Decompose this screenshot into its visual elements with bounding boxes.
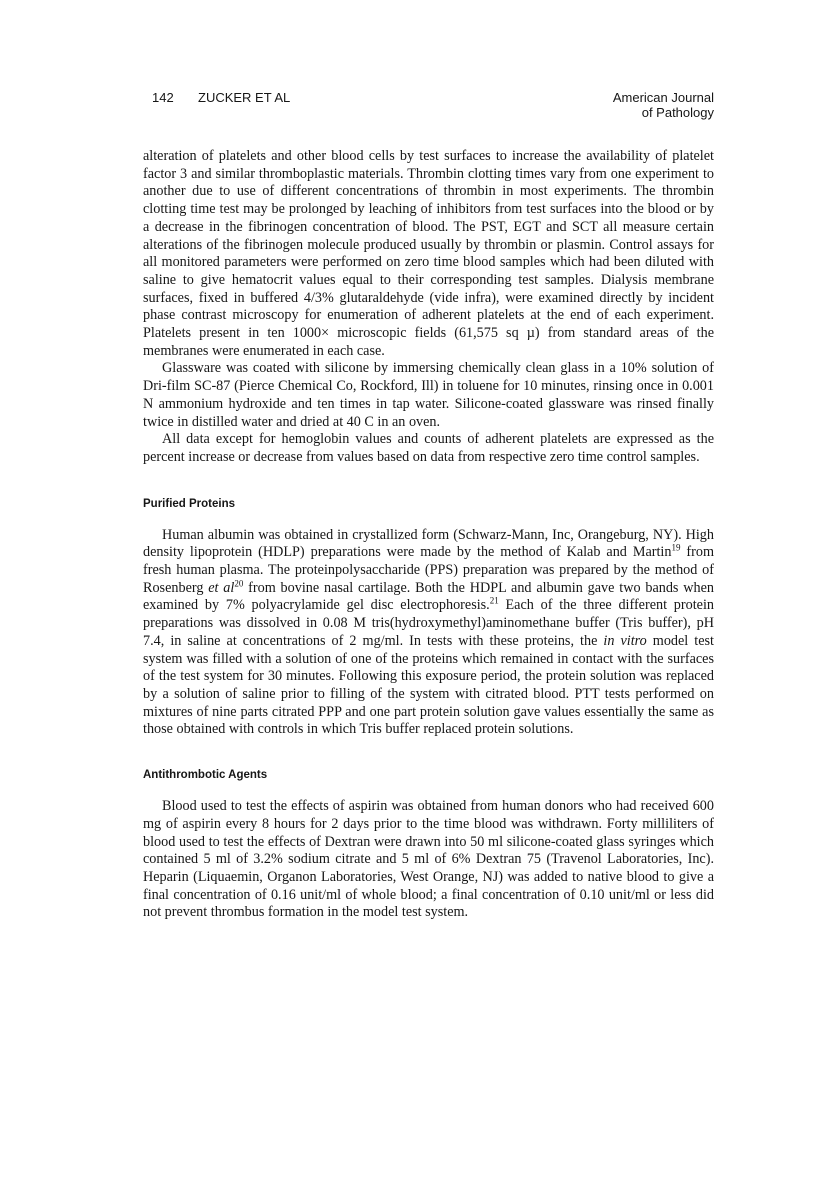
paragraph-text: alteration of platelets and other blood cells by test surfaces to increase the availability of platelet factor 3 and similar thromboplastic materials. Thrombin clotting times vary from one experiment to another due to use of different concentrations of thrombin in most experiments. The thrombin clotting time test may be prolonged by leaching of inhibitors from test surfaces into the blood or by a decrease in the fibrinogen concentration of blood. The PST, EGT and SCT all measure certain alterations of the fibrinogen molecule produced usually by thrombin or plasmin. Control assays for all monitored parameters were performed on zero time blood samples which had been diluted with saline to give hematocrit values equal to their corresponding test samples. Dialysis membrane surfaces, fixed in buffered 4/3% glutaraldehyde (vide infra), were examined directly by incident phase contrast microscopy for enumeration of adherent platelets at the end of each experiment. Platelets present in ten 1000× microscopic fields (61,575 sq µ) from standard areas of the membranes were enumerated in each case.: [143, 148, 714, 359]
section-heading-purified-proteins: Purified Proteins: [143, 497, 236, 510]
journal-title-line-2: of Pathology: [641, 105, 714, 120]
italic-et-al: et al: [208, 579, 235, 596]
journal-title-line-1: American Journal: [612, 90, 714, 105]
italic-in-vitro: in vitro: [603, 632, 647, 649]
running-head-authors: ZUCKER ET AL: [198, 90, 291, 105]
citation-ref: 19: [671, 542, 681, 553]
running-head: [152, 90, 714, 124]
running-head-journal: [613, 90, 714, 120]
paragraph-antithrombotic-agents: Blood used to test the effects of aspirin was obtained from human donors who had received 600 mg of aspirin every 8 hours for 2 days prior to the time blood was withdrawn. Forty milliliters of blood used to test the effects of Dextran were drawn into 50 ml silicone-coated glass syringes which contained 5 ml of 3.2% sodium citrate and 5 ml of 6% Dextran 75 (Travenol Laboratories, Inc). Heparin (Liquaemin, Organon Laboratories, West Orange, NJ) was added to native blood to give a final concentration of 0.16 unit/ml of whole blood; a final concentration of 0.10 unit/ml or less did not prevent thrombus formation in the model test system.: [143, 798, 714, 921]
text-segment: from fresh human plasma. The proteinpolysaccharide (PPS) preparation was prepared by the method of Rosenberg: [143, 544, 714, 596]
section-heading-antithrombotic-agents: Antithrombotic Agents: [143, 769, 268, 782]
citation-ref: 20: [234, 578, 244, 589]
text-segment: Each of the three different protein preparations was dissolved in 0.08 M tris(hydroxymethyl)aminomethane buffer (Tris buffer), pH 7.4, in saline at concentrations of 2 mg/ml. In tests with these proteins, the: [143, 597, 714, 649]
text-segment: from bovine nasal cartilage. Both the HDPL and albumin gave two bands when examined by 7% polyacrylamide gel disc electrophoresis.: [143, 579, 715, 614]
article-body: [143, 148, 714, 922]
paragraph-data-expression: All data except for hemoglobin values and counts of adherent platelets are expressed as the percent increase or decrease from values based on data from respective zero time control samples.: [143, 431, 714, 465]
text-segment: Human albumin was obtained in crystallized form (Schwarz-Mann, Inc, Orangeburg, NY). High density lipoprotein (HDLP) preparations were made by the method of Kalab and Martin: [143, 526, 714, 561]
page-number: 142: [152, 90, 174, 105]
paragraph-purified-proteins: [143, 527, 714, 739]
citation-ref: 21: [489, 595, 499, 606]
paragraph-glassware: Glassware was coated with silicone by immersing chemically clean glass in a 10% solution of Dri-film SC-87 (Pierce Chemical Co, Rockford, Ill) in toluene for 10 minutes, rinsing once in 0.001 N ammonium hydroxide and ten times in tap water. Silicone-coated glassware was rinsed finally twice in distilled water and dried at 40 C in an oven.: [143, 360, 714, 430]
text-segment: model test system was filled with a solution of one of the proteins which remained in contact with the surfaces of the test system for 30 minutes. Following this exposure period, the protein solution was replaced by a solution of saline prior to filling of the system with citrated blood. PTT tests performed on mixtures of nine parts citrated PPP and one part protein solution gave values essentially the same as those obtained with controls in which Tris buffer replaced protein solutions.: [143, 632, 714, 738]
paragraph-continued: [143, 148, 714, 360]
